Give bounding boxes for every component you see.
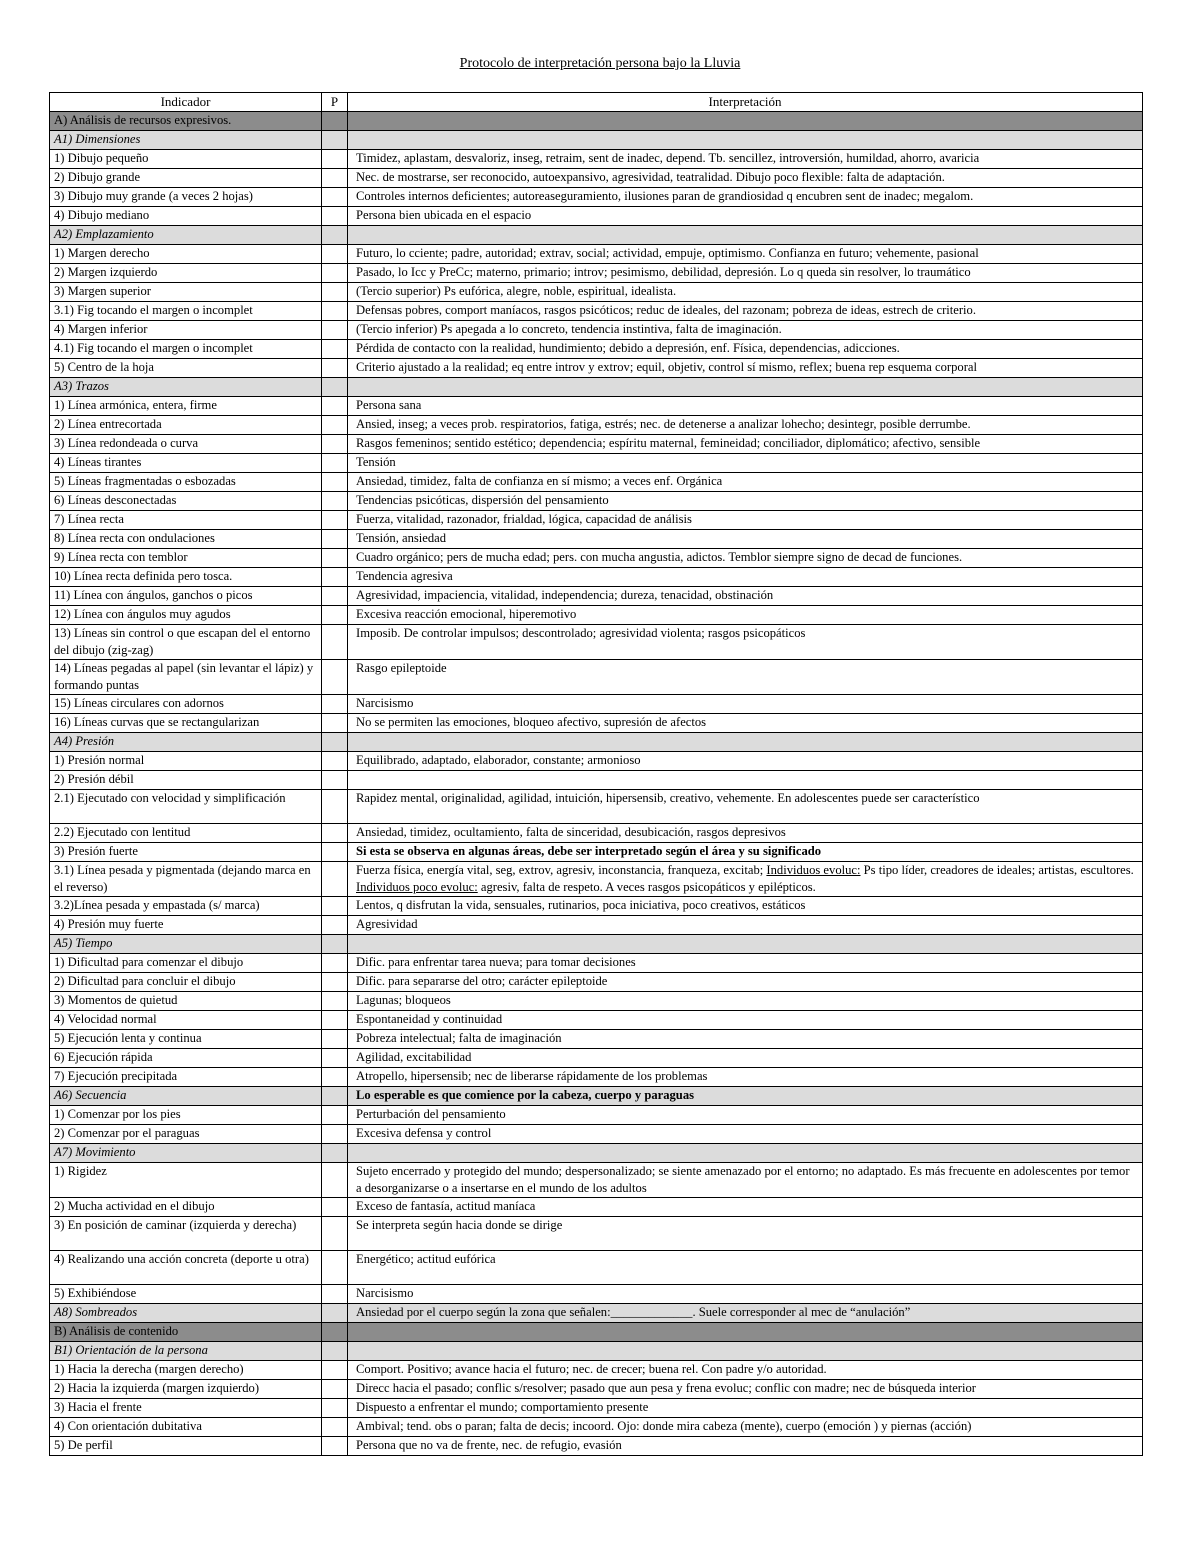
interpretation-cell: Sujeto encerrado y protegido del mundo; despersonalizado; se siente amenazado por el entorno; no adaptado. Es más frecuente en adolescentes por temor a desorganizarse o a insertarse en el mundo de los adultos <box>348 1163 1143 1198</box>
interpretation-cell: Direcc hacia el pasado; conflic s/resolver; pasado que aun pesa y frena evoluc; conflic con madre; nec de búsqueda interior <box>348 1380 1143 1399</box>
indicator-cell: 12) Línea con ángulos muy agudos <box>50 606 322 625</box>
interpretation-cell <box>348 862 1143 897</box>
interpretation-cell: Pérdida de contacto con la realidad, hundimiento; debido a depresión, enf. Física, dependencias, adicciones. <box>348 340 1143 359</box>
interpretation-cell: Tensión <box>348 454 1143 473</box>
header-p: P <box>322 93 348 112</box>
p-cell <box>322 587 348 606</box>
table-body <box>50 112 1143 1456</box>
p-cell <box>322 435 348 454</box>
p-cell <box>322 530 348 549</box>
interpretation-cell <box>348 112 1143 131</box>
indicator-cell: 4) Con orientación dubitativa <box>50 1418 322 1437</box>
interpretation-cell: Dific. para enfrentar tarea nueva; para tomar decisiones <box>348 954 1143 973</box>
table-row <box>50 824 1143 843</box>
indicator-cell: 4) Velocidad normal <box>50 1011 322 1030</box>
table-row <box>50 1437 1143 1456</box>
indicator-cell: 3.2)Línea pesada y empastada (s/ marca) <box>50 897 322 916</box>
interpretation-cell: Dispuesto a enfrentar el mundo; comportamiento presente <box>348 1399 1143 1418</box>
indicator-cell: 11) Línea con ángulos, ganchos o picos <box>50 587 322 606</box>
p-cell <box>322 1323 348 1342</box>
p-cell <box>322 862 348 897</box>
indicator-cell: 15) Líneas circulares con adornos <box>50 695 322 714</box>
p-cell <box>322 1217 348 1251</box>
indicator-cell: 2) Dificultad para concluir el dibujo <box>50 973 322 992</box>
interpretation-cell: Ansiedad, timidez, ocultamiento, falta de sinceridad, desubicación, rasgos depresivos <box>348 824 1143 843</box>
indicator-cell: 1) Dificultad para comenzar el dibujo <box>50 954 322 973</box>
p-cell <box>322 226 348 245</box>
interpretation-cell: Comport. Positivo; avance hacia el futuro; nec. de crecer; buena rel. Con padre y/o autoridad. <box>348 1361 1143 1380</box>
section-row <box>50 112 1143 131</box>
indicator-cell: 2) Dibujo grande <box>50 169 322 188</box>
interpretation-cell: Se interpreta según hacia donde se dirige <box>348 1217 1143 1251</box>
table-row <box>50 283 1143 302</box>
table-row <box>50 1380 1143 1399</box>
table-row <box>50 302 1143 321</box>
p-cell <box>322 340 348 359</box>
p-cell <box>322 660 348 695</box>
indicator-cell: 5) De perfil <box>50 1437 322 1456</box>
indicator-cell: A4) Presión <box>50 733 322 752</box>
indicator-cell: 2) Hacia la izquierda (margen izquierdo) <box>50 1380 322 1399</box>
table-row <box>50 530 1143 549</box>
interpretation-cell: Lo esperable es que comience por la cabeza, cuerpo y paraguas <box>348 1087 1143 1106</box>
table-row <box>50 207 1143 226</box>
p-cell <box>322 169 348 188</box>
indicator-cell: 2) Margen izquierdo <box>50 264 322 283</box>
p-cell <box>322 695 348 714</box>
p-cell <box>322 188 348 207</box>
p-cell <box>322 1437 348 1456</box>
indicator-cell: 1) Rigidez <box>50 1163 322 1198</box>
interpretation-cell: Atropello, hipersensib; nec de liberarse rápidamente de los problemas <box>348 1068 1143 1087</box>
table-row <box>50 1217 1143 1251</box>
subsection-row <box>50 733 1143 752</box>
interpretation-cell: Dific. para separarse del otro; carácter epileptoide <box>348 973 1143 992</box>
interpretation-cell: Ansiedad por el cuerpo según la zona que señalen:_____________. Suele corresponder al mec de “anulación” <box>348 1304 1143 1323</box>
table-row <box>50 1049 1143 1068</box>
interpretation-table <box>49 92 1143 1456</box>
interpretation-cell <box>348 131 1143 150</box>
table-row <box>50 752 1143 771</box>
indicator-cell: 5) Exhibiéndose <box>50 1285 322 1304</box>
p-cell <box>322 511 348 530</box>
interpretation-cell: Si esta se observa en algunas áreas, debe ser interpretado según el área y su significado <box>348 843 1143 862</box>
table-row <box>50 1125 1143 1144</box>
indicator-cell: A3) Trazos <box>50 378 322 397</box>
indicator-cell: 2.2) Ejecutado con lentitud <box>50 824 322 843</box>
interpretation-cell: Futuro, lo cciente; padre, autoridad; extrav, social; actividad, empuje, optimismo. Confianza en futuro; vehemente, pasional <box>348 245 1143 264</box>
indicator-cell: 4) Dibujo mediano <box>50 207 322 226</box>
table-row <box>50 169 1143 188</box>
p-cell <box>322 131 348 150</box>
interpretation-cell: Espontaneidad y continuidad <box>348 1011 1143 1030</box>
interpretation-cell <box>348 1323 1143 1342</box>
indicator-cell: 5) Líneas fragmentadas o esbozadas <box>50 473 322 492</box>
table-row <box>50 695 1143 714</box>
p-cell <box>322 454 348 473</box>
interpretation-cell <box>348 226 1143 245</box>
interpretation-cell: Perturbación del pensamiento <box>348 1106 1143 1125</box>
indicator-cell: 9) Línea recta con temblor <box>50 549 322 568</box>
p-cell <box>322 606 348 625</box>
indicator-cell: 6) Ejecución rápida <box>50 1049 322 1068</box>
indicator-cell: A1) Dimensiones <box>50 131 322 150</box>
table-row <box>50 1163 1143 1198</box>
interpretation-cell: Defensas pobres, comport maníacos, rasgos psicóticos; reduc de ideales, del razonam; pobreza de ideas, estrech de criterio. <box>348 302 1143 321</box>
indicator-cell: A5) Tiempo <box>50 935 322 954</box>
indicator-cell: 1) Línea armónica, entera, firme <box>50 397 322 416</box>
table-row <box>50 492 1143 511</box>
indicator-cell: 2) Presión débil <box>50 771 322 790</box>
indicator-cell: B) Análisis de contenido <box>50 1323 322 1342</box>
interpretation-cell: Excesiva reacción emocional, hiperemotivo <box>348 606 1143 625</box>
table-row <box>50 1068 1143 1087</box>
subsection-row <box>50 1342 1143 1361</box>
p-cell <box>322 1251 348 1285</box>
interpretation-cell: Lagunas; bloqueos <box>348 992 1143 1011</box>
p-cell <box>322 625 348 660</box>
interpretation-cell: Cuadro orgánico; pers de mucha edad; pers. con mucha angustia, adictos. Temblor siempre signo de decad de funciones. <box>348 549 1143 568</box>
interpretation-cell: Rasgos femeninos; sentido estético; dependencia; espíritu maternal, femineidad; conciliador, diplomático; afectivo, sensible <box>348 435 1143 454</box>
interpretation-cell: Narcisismo <box>348 695 1143 714</box>
table-row <box>50 568 1143 587</box>
indicator-cell: 4) Presión muy fuerte <box>50 916 322 935</box>
interpretation-cell: Persona bien ubicada en el espacio <box>348 207 1143 226</box>
indicator-cell: 1) Comenzar por los pies <box>50 1106 322 1125</box>
table-row <box>50 1399 1143 1418</box>
indicator-cell: 3) Margen superior <box>50 283 322 302</box>
p-cell <box>322 1399 348 1418</box>
subsection-row <box>50 226 1143 245</box>
interpretation-cell: Rasgo epileptoide <box>348 660 1143 695</box>
table-row <box>50 245 1143 264</box>
p-cell <box>322 1087 348 1106</box>
table-row <box>50 660 1143 695</box>
p-cell <box>322 283 348 302</box>
indicator-cell: 4) Realizando una acción concreta (deporte u otra) <box>50 1251 322 1285</box>
indicator-cell: A2) Emplazamiento <box>50 226 322 245</box>
p-cell <box>322 397 348 416</box>
p-cell <box>322 568 348 587</box>
table-row <box>50 150 1143 169</box>
indicator-cell: A) Análisis de recursos expresivos. <box>50 112 322 131</box>
table-row <box>50 606 1143 625</box>
indicator-cell: 1) Presión normal <box>50 752 322 771</box>
p-cell <box>322 264 348 283</box>
subsection-row <box>50 935 1143 954</box>
indicator-cell: 2) Mucha actividad en el dibujo <box>50 1198 322 1217</box>
p-cell <box>322 112 348 131</box>
interpretation-cell: Exceso de fantasía, actitud maníaca <box>348 1198 1143 1217</box>
indicator-cell: 4.1) Fig tocando el margen o incomplet <box>50 340 322 359</box>
subsection-row <box>50 1144 1143 1163</box>
interpretation-cell <box>348 378 1143 397</box>
p-cell <box>322 1380 348 1399</box>
table-row <box>50 416 1143 435</box>
interpretation-cell: Nec. de mostrarse, ser reconocido, autoexpansivo, agresividad, teatralidad. Dibujo poco flexible: falta de adaptación. <box>348 169 1143 188</box>
page-title: Protocolo de interpretación persona bajo la Lluvia <box>459 56 741 71</box>
subsection-row <box>50 378 1143 397</box>
p-cell <box>322 843 348 862</box>
p-cell <box>322 1361 348 1380</box>
indicator-cell: 16) Líneas curvas que se rectangularizan <box>50 714 322 733</box>
indicator-cell: 3) Hacia el frente <box>50 1399 322 1418</box>
p-cell <box>322 1049 348 1068</box>
interpretation-cell: Energético; actitud eufórica <box>348 1251 1143 1285</box>
interpretation-cell: Criterio ajustado a la realidad; eq entre introv y extrov; equil, objetiv, control sí mismo, reflex; buena rep esquema corporal <box>348 359 1143 378</box>
p-cell <box>322 492 348 511</box>
p-cell <box>322 1011 348 1030</box>
table-row <box>50 790 1143 824</box>
table-row <box>50 264 1143 283</box>
p-cell <box>322 1285 348 1304</box>
interpretation-cell: Timidez, aplastam, desvaloriz, inseg, retraim, sent de inadec, depend. Tb. sencillez, introversión, humildad, ahorro, avaricia <box>348 150 1143 169</box>
interpretation-cell: Agresividad, impaciencia, vitalidad, independencia; dureza, tenacidad, obstinación <box>348 587 1143 606</box>
indicator-cell: 8) Línea recta con ondulaciones <box>50 530 322 549</box>
indicator-cell: 3) En posición de caminar (izquierda y derecha) <box>50 1217 322 1251</box>
table-row <box>50 1361 1143 1380</box>
p-cell <box>322 824 348 843</box>
interpretation-text: Individuos evoluc: <box>766 863 861 877</box>
interpretation-cell: Tensión, ansiedad <box>348 530 1143 549</box>
subsection-row <box>50 1087 1143 1106</box>
table-row <box>50 954 1143 973</box>
p-cell <box>322 973 348 992</box>
indicator-cell: 2.1) Ejecutado con velocidad y simplificación <box>50 790 322 824</box>
interpretation-cell: Ansiedad, timidez, falta de confianza en sí mismo; a veces enf. Orgánica <box>348 473 1143 492</box>
p-cell <box>322 1418 348 1437</box>
p-cell <box>322 992 348 1011</box>
indicator-cell: 1) Hacia la derecha (margen derecho) <box>50 1361 322 1380</box>
interpretation-cell: Persona sana <box>348 397 1143 416</box>
interpretation-cell: Pobreza intelectual; falta de imaginación <box>348 1030 1143 1049</box>
p-cell <box>322 1125 348 1144</box>
interpretation-cell: Agilidad, excitabilidad <box>348 1049 1143 1068</box>
interpretation-cell: Fuerza, vitalidad, razonador, frialdad, lógica, capacidad de análisis <box>348 511 1143 530</box>
interpretation-text: Individuos poco evoluc: <box>356 880 478 894</box>
p-cell <box>322 1030 348 1049</box>
indicator-cell: B1) Orientación de la persona <box>50 1342 322 1361</box>
table-row <box>50 188 1143 207</box>
p-cell <box>322 714 348 733</box>
indicator-cell: 3) Presión fuerte <box>50 843 322 862</box>
indicator-cell: 3) Línea redondeada o curva <box>50 435 322 454</box>
table-row <box>50 973 1143 992</box>
interpretation-text: Fuerza física, energía vital, seg, extrov, agresiv, inconstancia, franqueza, excitab; <box>356 863 767 877</box>
interpretation-cell <box>348 935 1143 954</box>
interpretation-cell: (Tercio superior) Ps eufórica, alegre, noble, espiritual, idealista. <box>348 283 1143 302</box>
interpretation-cell <box>348 733 1143 752</box>
p-cell <box>322 207 348 226</box>
p-cell <box>322 1106 348 1125</box>
p-cell <box>322 1304 348 1323</box>
interpretation-cell: Controles internos deficientes; autoreaseguramiento, ilusiones paran de grandiosidad q encubren sent de inadec; megalom. <box>348 188 1143 207</box>
indicator-cell: A8) Sombreados <box>50 1304 322 1323</box>
header-interpretation: Interpretación <box>348 93 1143 112</box>
interpretation-cell: Pasado, lo Icc y PreCc; materno, primario; introv; pesimismo, debilidad, depresión. Lo q queda sin resolver, lo traumático <box>348 264 1143 283</box>
table-row <box>50 625 1143 660</box>
p-cell <box>322 897 348 916</box>
table-row <box>50 862 1143 897</box>
indicator-cell: 14) Líneas pegadas al papel (sin levantar el lápiz) y formando puntas <box>50 660 322 695</box>
indicator-cell: 6) Líneas desconectadas <box>50 492 322 511</box>
interpretation-text: agresiv, falta de respeto. A veces rasgos psicopáticos y epilépticos. <box>477 880 816 894</box>
interpretation-cell: Tendencias psicóticas, dispersión del pensamiento <box>348 492 1143 511</box>
subsection-row <box>50 131 1143 150</box>
indicator-cell: 1) Margen derecho <box>50 245 322 264</box>
table-row <box>50 359 1143 378</box>
indicator-cell: A6) Secuencia <box>50 1087 322 1106</box>
p-cell <box>322 771 348 790</box>
table-row <box>50 549 1143 568</box>
indicator-cell: 10) Línea recta definida pero tosca. <box>50 568 322 587</box>
table-row <box>50 714 1143 733</box>
p-cell <box>322 1198 348 1217</box>
indicator-cell: A7) Movimiento <box>50 1144 322 1163</box>
p-cell <box>322 416 348 435</box>
interpretation-cell: Tendencia agresiva <box>348 568 1143 587</box>
p-cell <box>322 733 348 752</box>
indicator-cell: 1) Dibujo pequeño <box>50 150 322 169</box>
interpretation-text: Ps tipo líder, creadores de ideales; artistas, escultores. <box>860 863 1134 877</box>
table-row <box>50 1418 1143 1437</box>
indicator-cell: 13) Líneas sin control o que escapan del el entorno del dibujo (zig-zag) <box>50 625 322 660</box>
p-cell <box>322 790 348 824</box>
table-row <box>50 340 1143 359</box>
interpretation-cell <box>348 771 1143 790</box>
section-row <box>50 1323 1143 1342</box>
table-row <box>50 1011 1143 1030</box>
interpretation-cell: Lentos, q disfrutan la vida, sensuales, rutinarios, poca iniciativa, poco creativos, estáticos <box>348 897 1143 916</box>
table-row <box>50 992 1143 1011</box>
interpretation-cell: Ambival; tend. obs o paran; falta de decis; incoord. Ojo: donde mira cabeza (mente), cuerpo (emoción ) y piernas (acción) <box>348 1418 1143 1437</box>
interpretation-cell: No se permiten las emociones, bloqueo afectivo, supresión de afectos <box>348 714 1143 733</box>
p-cell <box>322 1342 348 1361</box>
indicator-cell: 7) Ejecución precipitada <box>50 1068 322 1087</box>
p-cell <box>322 1144 348 1163</box>
table-row <box>50 1106 1143 1125</box>
table-row <box>50 454 1143 473</box>
interpretation-cell: (Tercio inferior) Ps apegada a lo concreto, tendencia instintiva, falta de imaginación. <box>348 321 1143 340</box>
interpretation-cell: Excesiva defensa y control <box>348 1125 1143 1144</box>
interpretation-cell: Persona que no va de frente, nec. de refugio, evasión <box>348 1437 1143 1456</box>
table-row <box>50 473 1143 492</box>
interpretation-cell: Equilibrado, adaptado, elaborador, constante; armonioso <box>348 752 1143 771</box>
header-indicator: Indicador <box>50 93 322 112</box>
interpretation-cell: Narcisismo <box>348 1285 1143 1304</box>
indicator-cell: 3.1) Línea pesada y pigmentada (dejando marca en el reverso) <box>50 862 322 897</box>
table-row <box>50 321 1143 340</box>
indicator-cell: 5) Ejecución lenta y continua <box>50 1030 322 1049</box>
p-cell <box>322 1068 348 1087</box>
p-cell <box>322 954 348 973</box>
p-cell <box>322 549 348 568</box>
table-row <box>50 587 1143 606</box>
p-cell <box>322 916 348 935</box>
table-row <box>50 511 1143 530</box>
indicator-cell: 3) Momentos de quietud <box>50 992 322 1011</box>
table-row <box>50 1251 1143 1285</box>
interpretation-cell: Rapidez mental, originalidad, agilidad, intuición, hipersensib, creativo, vehemente. En adolescentes puede ser característico <box>348 790 1143 824</box>
table-row <box>50 771 1143 790</box>
table-row <box>50 397 1143 416</box>
indicator-cell: 3.1) Fig tocando el margen o incomplet <box>50 302 322 321</box>
indicator-cell: 3) Dibujo muy grande (a veces 2 hojas) <box>50 188 322 207</box>
p-cell <box>322 378 348 397</box>
indicator-cell: 2) Comenzar por el paraguas <box>50 1125 322 1144</box>
subsection-row <box>50 1304 1143 1323</box>
p-cell <box>322 752 348 771</box>
p-cell <box>322 935 348 954</box>
table-row <box>50 916 1143 935</box>
p-cell <box>322 302 348 321</box>
table-row <box>50 435 1143 454</box>
indicator-cell: 5) Centro de la hoja <box>50 359 322 378</box>
table-header-row <box>50 93 1143 112</box>
indicator-cell: 2) Línea entrecortada <box>50 416 322 435</box>
interpretation-cell <box>348 1342 1143 1361</box>
interpretation-cell: Agresividad <box>348 916 1143 935</box>
table-row <box>50 843 1143 862</box>
p-cell <box>322 473 348 492</box>
indicator-cell: 4) Margen inferior <box>50 321 322 340</box>
interpretation-cell: Ansied, inseg; a veces prob. respiratorios, fatiga, estrés; nec. de detenerse a analizar lohecho; desintegr, posible derrumbe. <box>348 416 1143 435</box>
table-row <box>50 1285 1143 1304</box>
table-row <box>50 897 1143 916</box>
indicator-cell: 7) Línea recta <box>50 511 322 530</box>
p-cell <box>322 245 348 264</box>
p-cell <box>322 150 348 169</box>
interpretation-cell: Imposib. De controlar impulsos; descontrolado; agresividad violenta; rasgos psicopáticos <box>348 625 1143 660</box>
table-row <box>50 1030 1143 1049</box>
p-cell <box>322 321 348 340</box>
table-row <box>50 1198 1143 1217</box>
p-cell <box>322 1163 348 1198</box>
p-cell <box>322 359 348 378</box>
interpretation-cell <box>348 1144 1143 1163</box>
indicator-cell: 4) Líneas tirantes <box>50 454 322 473</box>
